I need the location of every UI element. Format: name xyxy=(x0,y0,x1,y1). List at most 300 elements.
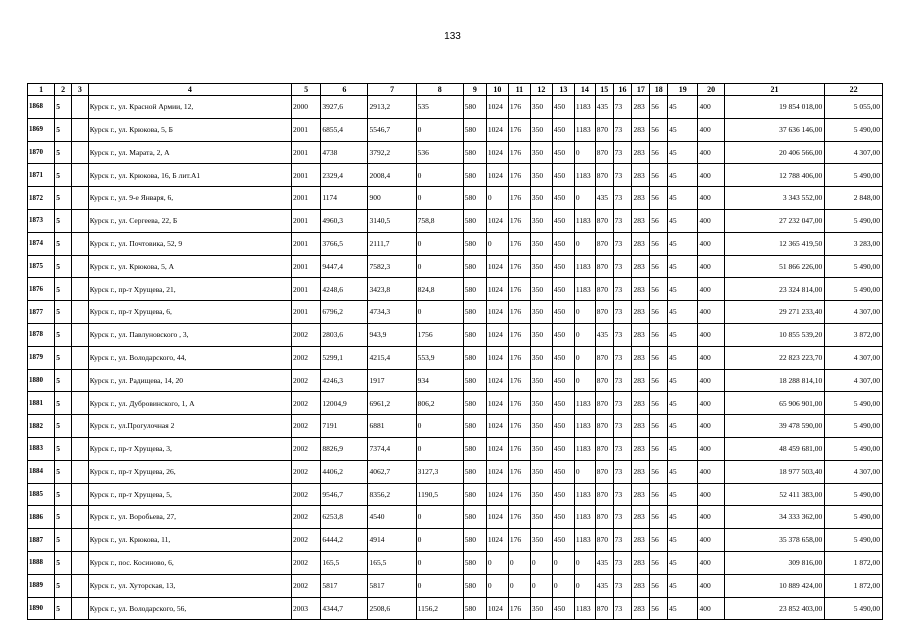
table-cell: 1024 xyxy=(486,301,508,324)
table-cell: 283 xyxy=(632,597,650,620)
table-cell: 73 xyxy=(613,506,632,529)
table-cell: Курск г., ул. Володарского, 44, xyxy=(88,346,291,369)
table-cell: 1024 xyxy=(486,278,508,301)
table-cell: 176 xyxy=(508,460,530,483)
table-cell xyxy=(71,574,88,597)
table-cell: 45 xyxy=(668,96,698,119)
table-cell: Курск г., пр-т Хрущева, 6, xyxy=(88,301,291,324)
table-cell: 1183 xyxy=(574,597,595,620)
table-cell: 2001 xyxy=(292,278,321,301)
table-cell: 535 xyxy=(416,96,463,119)
table-cell xyxy=(71,278,88,301)
table-cell: 176 xyxy=(508,437,530,460)
table-cell: 450 xyxy=(552,278,574,301)
table-cell: Курск г., пр-т Хрущева, 26, xyxy=(88,460,291,483)
table-cell: 73 xyxy=(613,118,632,141)
table-cell: 580 xyxy=(463,392,486,415)
table-cell: 450 xyxy=(552,506,574,529)
table-cell: 73 xyxy=(613,141,632,164)
table-cell: 4248,6 xyxy=(321,278,368,301)
table-cell: 5 490,00 xyxy=(825,483,883,506)
header-cell: 19 xyxy=(668,84,698,96)
table-cell: 45 xyxy=(668,392,698,415)
table-cell: 1871 xyxy=(28,164,55,187)
table-cell: 0 xyxy=(486,574,508,597)
table-row xyxy=(28,346,883,369)
table-cell: 5 490,00 xyxy=(825,506,883,529)
table-cell: 1877 xyxy=(28,301,55,324)
table-cell: 5 490,00 xyxy=(825,392,883,415)
table-cell: 3 343 552,00 xyxy=(724,187,825,210)
table-cell: 435 xyxy=(595,551,613,574)
table-cell: 6961,2 xyxy=(368,392,416,415)
table-cell: 0 xyxy=(416,437,463,460)
table-cell: 176 xyxy=(508,483,530,506)
table-cell: 1874 xyxy=(28,232,55,255)
table-cell: 283 xyxy=(632,437,650,460)
table-cell: 56 xyxy=(650,301,668,324)
table-cell: 0 xyxy=(574,551,595,574)
table-cell: 165,5 xyxy=(321,551,368,574)
table-cell: 580 xyxy=(463,232,486,255)
table-cell: 824,8 xyxy=(416,278,463,301)
table-cell: Курск г., ул. Радищева, 14, 20 xyxy=(88,369,291,392)
table-cell: 56 xyxy=(650,529,668,552)
table-cell: 580 xyxy=(463,164,486,187)
table-cell: 12004,9 xyxy=(321,392,368,415)
table-cell: Курск г., ул. Крюкова, 5, Б xyxy=(88,118,291,141)
table-cell: 350 xyxy=(530,301,552,324)
header-row xyxy=(28,84,883,96)
table-cell: 1024 xyxy=(486,437,508,460)
table-cell: 20 406 566,00 xyxy=(724,141,825,164)
table-cell: 870 xyxy=(595,209,613,232)
table-cell: 45 xyxy=(668,574,698,597)
table-cell: 1875 xyxy=(28,255,55,278)
table-cell: 176 xyxy=(508,96,530,119)
table-cell: 580 xyxy=(463,301,486,324)
table-cell: 870 xyxy=(595,483,613,506)
table-cell: 5 xyxy=(55,392,72,415)
table-cell: Курск г., ул. Володарского, 56, xyxy=(88,597,291,620)
table-row xyxy=(28,551,883,574)
table-cell: 73 xyxy=(613,164,632,187)
table-cell: 400 xyxy=(698,597,724,620)
table-cell: 580 xyxy=(463,551,486,574)
table-cell: 870 xyxy=(595,597,613,620)
table-cell: 2001 xyxy=(292,209,321,232)
table-cell: 5817 xyxy=(321,574,368,597)
table-cell: 45 xyxy=(668,346,698,369)
table-cell: 1024 xyxy=(486,415,508,438)
table-cell: 283 xyxy=(632,118,650,141)
table-cell: 45 xyxy=(668,415,698,438)
table-cell: 1024 xyxy=(486,369,508,392)
table-cell: 350 xyxy=(530,483,552,506)
table-cell: 45 xyxy=(668,506,698,529)
table-cell: 400 xyxy=(698,323,724,346)
table-cell: 0 xyxy=(574,232,595,255)
table-cell: 4 307,00 xyxy=(825,141,883,164)
table-cell: 73 xyxy=(613,301,632,324)
table-cell: 45 xyxy=(668,278,698,301)
table-cell: 73 xyxy=(613,392,632,415)
table-cell: 73 xyxy=(613,255,632,278)
table-cell: 176 xyxy=(508,118,530,141)
table-cell: 4246,3 xyxy=(321,369,368,392)
table-cell: 2002 xyxy=(292,323,321,346)
table-cell: 2002 xyxy=(292,483,321,506)
table-cell: 5 490,00 xyxy=(825,118,883,141)
table-cell: 0 xyxy=(574,460,595,483)
header-cell: 11 xyxy=(508,84,530,96)
table-cell: 45 xyxy=(668,323,698,346)
table-cell: 283 xyxy=(632,187,650,210)
table-cell: 1024 xyxy=(486,597,508,620)
table-cell: 1183 xyxy=(574,209,595,232)
table-cell: 12 365 419,50 xyxy=(724,232,825,255)
table-cell: 553,9 xyxy=(416,346,463,369)
table-cell: 2803,6 xyxy=(321,323,368,346)
table-cell xyxy=(71,529,88,552)
table-cell: 580 xyxy=(463,278,486,301)
table-cell: 400 xyxy=(698,164,724,187)
table-cell: 400 xyxy=(698,551,724,574)
table-cell: 3 283,00 xyxy=(825,232,883,255)
table-cell: 1183 xyxy=(574,118,595,141)
table-cell: Курск г., пр-т Хрущева, 3, xyxy=(88,437,291,460)
table-cell: 580 xyxy=(463,323,486,346)
table-cell: Курск г., ул. Почтовика, 52, 9 xyxy=(88,232,291,255)
table-cell xyxy=(71,437,88,460)
table-cell: 400 xyxy=(698,437,724,460)
table-cell: 5 xyxy=(55,118,72,141)
table-cell: 0 xyxy=(416,232,463,255)
table-cell: 2508,6 xyxy=(368,597,416,620)
table-cell: Курск г., ул. 9-е Января, 6, xyxy=(88,187,291,210)
table-cell: 48 459 681,00 xyxy=(724,437,825,460)
table-cell: 1880 xyxy=(28,369,55,392)
table-cell: 8826,9 xyxy=(321,437,368,460)
table-cell: 1885 xyxy=(28,483,55,506)
table-cell: 0 xyxy=(416,574,463,597)
table-cell: 350 xyxy=(530,255,552,278)
table-cell: 73 xyxy=(613,323,632,346)
table-cell: 400 xyxy=(698,301,724,324)
header-cell: 6 xyxy=(321,84,368,96)
table-cell: 56 xyxy=(650,346,668,369)
table-cell: 45 xyxy=(668,369,698,392)
table-cell: 56 xyxy=(650,551,668,574)
table-cell: 1183 xyxy=(574,437,595,460)
table-cell: 1183 xyxy=(574,278,595,301)
table-cell: 18 288 814,10 xyxy=(724,369,825,392)
table-cell: 56 xyxy=(650,483,668,506)
table-cell: 1870 xyxy=(28,141,55,164)
table-cell: 435 xyxy=(595,323,613,346)
table-cell: 450 xyxy=(552,392,574,415)
table-cell: 4 307,00 xyxy=(825,460,883,483)
table-cell: 3766,5 xyxy=(321,232,368,255)
table-cell: 1024 xyxy=(486,483,508,506)
table-cell: 450 xyxy=(552,323,574,346)
table-cell: 2002 xyxy=(292,369,321,392)
table-cell: 450 xyxy=(552,255,574,278)
table-cell: 400 xyxy=(698,483,724,506)
table-cell: 1756 xyxy=(416,323,463,346)
table-cell: 283 xyxy=(632,278,650,301)
table-cell: 400 xyxy=(698,574,724,597)
table-cell: 450 xyxy=(552,529,574,552)
table-cell: 45 xyxy=(668,209,698,232)
table-cell: 56 xyxy=(650,141,668,164)
table-cell: 350 xyxy=(530,209,552,232)
table-cell xyxy=(71,187,88,210)
table-cell: 2002 xyxy=(292,529,321,552)
table-cell: 73 xyxy=(613,232,632,255)
table-cell: 400 xyxy=(698,415,724,438)
table-cell: 2003 xyxy=(292,597,321,620)
table-cell: 45 xyxy=(668,460,698,483)
table-cell: 176 xyxy=(508,346,530,369)
register-table xyxy=(27,83,883,620)
table-cell: 400 xyxy=(698,187,724,210)
table-cell: 1024 xyxy=(486,506,508,529)
table-row xyxy=(28,460,883,483)
table-cell: 2001 xyxy=(292,141,321,164)
table-cell: 0 xyxy=(552,551,574,574)
table-cell: 6855,4 xyxy=(321,118,368,141)
table-cell: 1 872,00 xyxy=(825,551,883,574)
table-cell: 5 490,00 xyxy=(825,255,883,278)
table-cell: 400 xyxy=(698,255,724,278)
table-cell: 1890 xyxy=(28,597,55,620)
table-cell: 870 xyxy=(595,415,613,438)
table-cell: 176 xyxy=(508,529,530,552)
table-cell: 3 872,00 xyxy=(825,323,883,346)
table-cell: 22 823 223,70 xyxy=(724,346,825,369)
table-cell: 2001 xyxy=(292,255,321,278)
table-cell: 934 xyxy=(416,369,463,392)
table-cell: 5 xyxy=(55,551,72,574)
table-cell: 23 852 403,00 xyxy=(724,597,825,620)
table-cell: 580 xyxy=(463,415,486,438)
table-cell: 870 xyxy=(595,164,613,187)
header-cell: 17 xyxy=(632,84,650,96)
table-cell: 1878 xyxy=(28,323,55,346)
table-cell: 5 xyxy=(55,255,72,278)
table-cell: 45 xyxy=(668,232,698,255)
table-cell: 283 xyxy=(632,506,650,529)
table-cell: 4960,3 xyxy=(321,209,368,232)
table-cell: 5 xyxy=(55,369,72,392)
header-cell: 21 xyxy=(724,84,825,96)
table-cell: 0 xyxy=(508,574,530,597)
table-cell: 450 xyxy=(552,437,574,460)
table-cell: 1883 xyxy=(28,437,55,460)
table-cell: 3127,3 xyxy=(416,460,463,483)
table-cell: 56 xyxy=(650,460,668,483)
table-cell xyxy=(71,301,88,324)
table-cell: 2002 xyxy=(292,551,321,574)
table-cell: 5546,7 xyxy=(368,118,416,141)
table-cell: 56 xyxy=(650,597,668,620)
table-cell: 1879 xyxy=(28,346,55,369)
table-cell: 39 478 590,00 xyxy=(724,415,825,438)
table-cell: 176 xyxy=(508,369,530,392)
table-row xyxy=(28,597,883,620)
table-cell: 5 xyxy=(55,415,72,438)
table-cell xyxy=(71,96,88,119)
table-cell: Курск г., ул. Крюкова, 11, xyxy=(88,529,291,552)
table-cell: 4540 xyxy=(368,506,416,529)
table-cell: 45 xyxy=(668,483,698,506)
table-cell: 0 xyxy=(574,187,595,210)
table-cell: 435 xyxy=(595,96,613,119)
table-cell: 4215,4 xyxy=(368,346,416,369)
table-cell: 1886 xyxy=(28,506,55,529)
header-cell: 22 xyxy=(825,84,883,96)
table-cell: 2000 xyxy=(292,96,321,119)
table-cell: 580 xyxy=(463,369,486,392)
table-cell: 870 xyxy=(595,437,613,460)
table-cell: 56 xyxy=(650,164,668,187)
table-cell: Курск г., ул. Сергеева, 22, Б xyxy=(88,209,291,232)
table-cell: 870 xyxy=(595,141,613,164)
table-cell: 350 xyxy=(530,369,552,392)
header-cell: 2 xyxy=(55,84,72,96)
table-cell: 870 xyxy=(595,232,613,255)
table-cell xyxy=(71,118,88,141)
table-cell: 2001 xyxy=(292,164,321,187)
table-cell: 176 xyxy=(508,301,530,324)
table-cell: Курск г., ул. Красной Армии, 12, xyxy=(88,96,291,119)
table-cell: 19 854 018,00 xyxy=(724,96,825,119)
table-cell: 400 xyxy=(698,96,724,119)
table-cell: 45 xyxy=(668,187,698,210)
table-cell: 580 xyxy=(463,529,486,552)
table-cell: 283 xyxy=(632,392,650,415)
table-cell: 1183 xyxy=(574,392,595,415)
table-cell: Курск г., ул. Дубровинского, 1, А xyxy=(88,392,291,415)
table-cell: 0 xyxy=(416,301,463,324)
table-cell: 450 xyxy=(552,141,574,164)
table-cell: 56 xyxy=(650,96,668,119)
table-cell: 3927,6 xyxy=(321,96,368,119)
table-cell: 29 271 233,40 xyxy=(724,301,825,324)
table-cell: 1917 xyxy=(368,369,416,392)
table-cell: 6796,2 xyxy=(321,301,368,324)
table-cell: 56 xyxy=(650,187,668,210)
table-row xyxy=(28,164,883,187)
table-cell: 870 xyxy=(595,346,613,369)
header-cell: 10 xyxy=(486,84,508,96)
table-cell: 580 xyxy=(463,118,486,141)
table-cell: 400 xyxy=(698,118,724,141)
table-cell: 283 xyxy=(632,574,650,597)
table-cell: 2001 xyxy=(292,118,321,141)
table-cell: 350 xyxy=(530,141,552,164)
table-cell: 580 xyxy=(463,597,486,620)
table-cell: 580 xyxy=(463,187,486,210)
table-cell: 0 xyxy=(574,574,595,597)
table-cell: 2001 xyxy=(292,232,321,255)
table-cell: 5817 xyxy=(368,574,416,597)
table-cell: 5 xyxy=(55,346,72,369)
table-cell: 0 xyxy=(486,232,508,255)
table-cell: 1183 xyxy=(574,164,595,187)
table-cell: 56 xyxy=(650,574,668,597)
table-cell: 580 xyxy=(463,255,486,278)
header-cell: 13 xyxy=(552,84,574,96)
table-cell: 400 xyxy=(698,460,724,483)
table-cell: 176 xyxy=(508,255,530,278)
table-row xyxy=(28,141,883,164)
table-cell: 35 378 658,00 xyxy=(724,529,825,552)
table-cell: 580 xyxy=(463,437,486,460)
table-cell: 56 xyxy=(650,369,668,392)
table-cell: 0 xyxy=(574,323,595,346)
table-cell: 870 xyxy=(595,369,613,392)
table-cell: 580 xyxy=(463,483,486,506)
table-cell: 5 xyxy=(55,597,72,620)
table-cell: 2002 xyxy=(292,437,321,460)
table-cell: 435 xyxy=(595,574,613,597)
table-row xyxy=(28,255,883,278)
table-cell: 73 xyxy=(613,415,632,438)
table-cell: 1872 xyxy=(28,187,55,210)
header-cell: 5 xyxy=(292,84,321,96)
table-cell: 350 xyxy=(530,164,552,187)
table-cell: 1183 xyxy=(574,529,595,552)
table-cell: 176 xyxy=(508,164,530,187)
table-cell: 580 xyxy=(463,346,486,369)
table-cell: 1183 xyxy=(574,506,595,529)
table-cell: 5 xyxy=(55,483,72,506)
table-cell: 5 xyxy=(55,529,72,552)
table-cell: 56 xyxy=(650,255,668,278)
table-cell: 2002 xyxy=(292,574,321,597)
table-cell: 73 xyxy=(613,437,632,460)
table-cell: 450 xyxy=(552,187,574,210)
table-cell: 870 xyxy=(595,460,613,483)
table-cell: 45 xyxy=(668,529,698,552)
table-cell: 0 xyxy=(416,118,463,141)
table-cell: 56 xyxy=(650,392,668,415)
table-body xyxy=(28,96,883,620)
table-cell: Курск г., ул. Павлуновского , 3, xyxy=(88,323,291,346)
table-cell: 1024 xyxy=(486,392,508,415)
table-cell: 2001 xyxy=(292,301,321,324)
table-cell: 56 xyxy=(650,118,668,141)
page-number: 133 xyxy=(444,31,461,42)
table-cell: 450 xyxy=(552,118,574,141)
table-cell: 0 xyxy=(508,551,530,574)
header-cell: 12 xyxy=(530,84,552,96)
table-row xyxy=(28,574,883,597)
table-cell: 4062,7 xyxy=(368,460,416,483)
table-cell: 350 xyxy=(530,278,552,301)
table-cell xyxy=(71,551,88,574)
table-cell: 45 xyxy=(668,141,698,164)
table-cell: 45 xyxy=(668,437,698,460)
table-cell: 5 xyxy=(55,460,72,483)
table-cell: 73 xyxy=(613,187,632,210)
table-cell: 56 xyxy=(650,506,668,529)
table-cell: 7191 xyxy=(321,415,368,438)
table-cell: 1024 xyxy=(486,118,508,141)
table-cell: 400 xyxy=(698,346,724,369)
